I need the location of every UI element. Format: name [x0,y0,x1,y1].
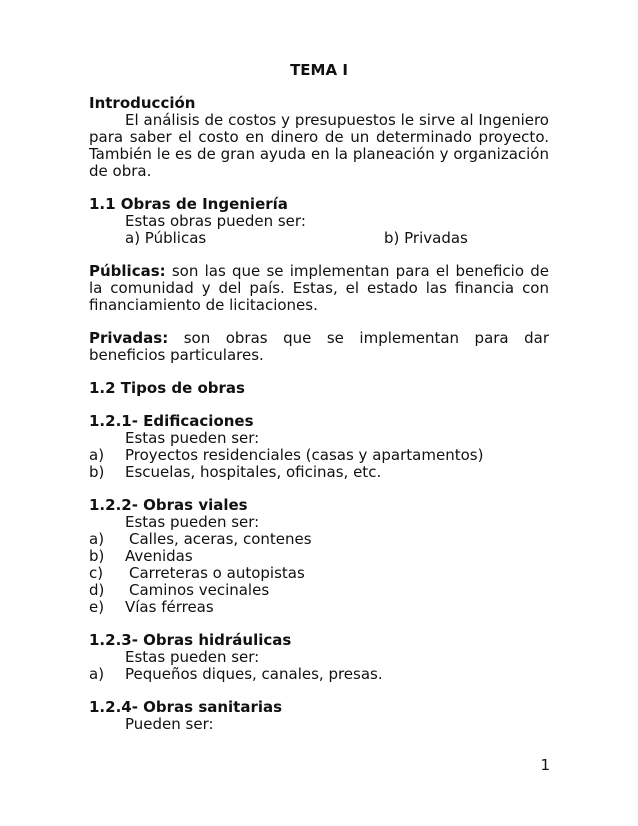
list-marker: e) [89,598,105,616]
list-item [89,565,549,582]
heading-obras-viales: 1.2.2- Obras viales [89,496,248,514]
list-item [89,666,549,683]
heading-tipos-obras: 1.2 Tipos de obras [89,379,245,397]
list-marker: c) [89,564,104,582]
spacer [89,397,549,413]
paragraph-publicas [89,263,549,314]
list-marker: a) [89,665,105,683]
spacer [89,481,549,497]
obras-viales-intro: Estas pueden ser: [125,513,260,531]
list-item [89,447,549,464]
obras-sanitarias-intro: Pueden ser: [125,715,214,733]
paragraph-privadas [89,330,549,364]
list-item-text: Calles, aceras, contenes [129,530,312,548]
spacer [89,314,549,330]
spacer [89,364,549,380]
label-publicas: Públicas: [89,262,166,280]
heading-obras-sanitarias: 1.2.4- Obras sanitarias [89,698,283,716]
page-number: 1 [540,756,550,774]
spacer [89,616,549,632]
list-item-text: Caminos vecinales [129,581,270,599]
list-marker: a) [89,446,105,464]
list-item [89,464,549,481]
list-item-text: Escuelas, hospitales, oficinas, etc. [125,463,382,481]
list-item [89,599,549,616]
spacer [89,247,549,263]
list-marker: a) [89,530,105,548]
list-item-text: Vías férreas [125,598,214,616]
list-marker: d) [89,581,105,599]
list-item [89,582,549,599]
label-privadas: Privadas: [89,329,169,347]
heading-introduccion: Introducción [89,94,196,112]
list-item [89,548,549,565]
text-privadas: son obras que se implementan para dar beneficios particulares. [89,329,549,364]
document-title: TEMA I [290,61,348,79]
list-item-text: Carreteras o autopistas [129,564,305,582]
list-item [89,531,549,548]
document-page [89,62,549,733]
heading-obras-hidraulicas: 1.2.3- Obras hidráulicas [89,631,292,649]
option-publicas: a) Públicas [125,229,207,247]
list-item-text: Pequeños diques, canales, presas. [125,665,383,683]
heading-edificaciones: 1.2.1- Edificaciones [89,412,254,430]
obras-ingenieria-intro: Estas obras pueden ser: [125,212,306,230]
spacer [89,180,549,196]
list-item-text: Avenidas [125,547,193,565]
heading-obras-ingenieria: 1.1 Obras de Ingeniería [89,195,288,213]
list-marker: b) [89,463,105,481]
edificaciones-intro: Estas pueden ser: [125,429,260,447]
obras-ingenieria-options [89,230,549,247]
paragraph-introduccion: El análisis de costos y presupuestos le sirve al Ingeniero para saber el costo en dinero de un determinado proyecto. También le es de gran ayuda en la planeación y organización de obra. [89,111,549,180]
obras-hidraulicas-intro: Estas pueden ser: [125,648,260,666]
text-publicas: son las que se implementan para el beneficio de la comunidad y del país. Estas, el estado las financia con financiamiento de licitaciones. [89,262,549,314]
list-marker: b) [89,547,105,565]
list-item-text: Proyectos residenciales (casas y apartamentos) [125,446,484,464]
spacer [89,683,549,699]
option-privadas: b) Privadas [384,229,468,247]
